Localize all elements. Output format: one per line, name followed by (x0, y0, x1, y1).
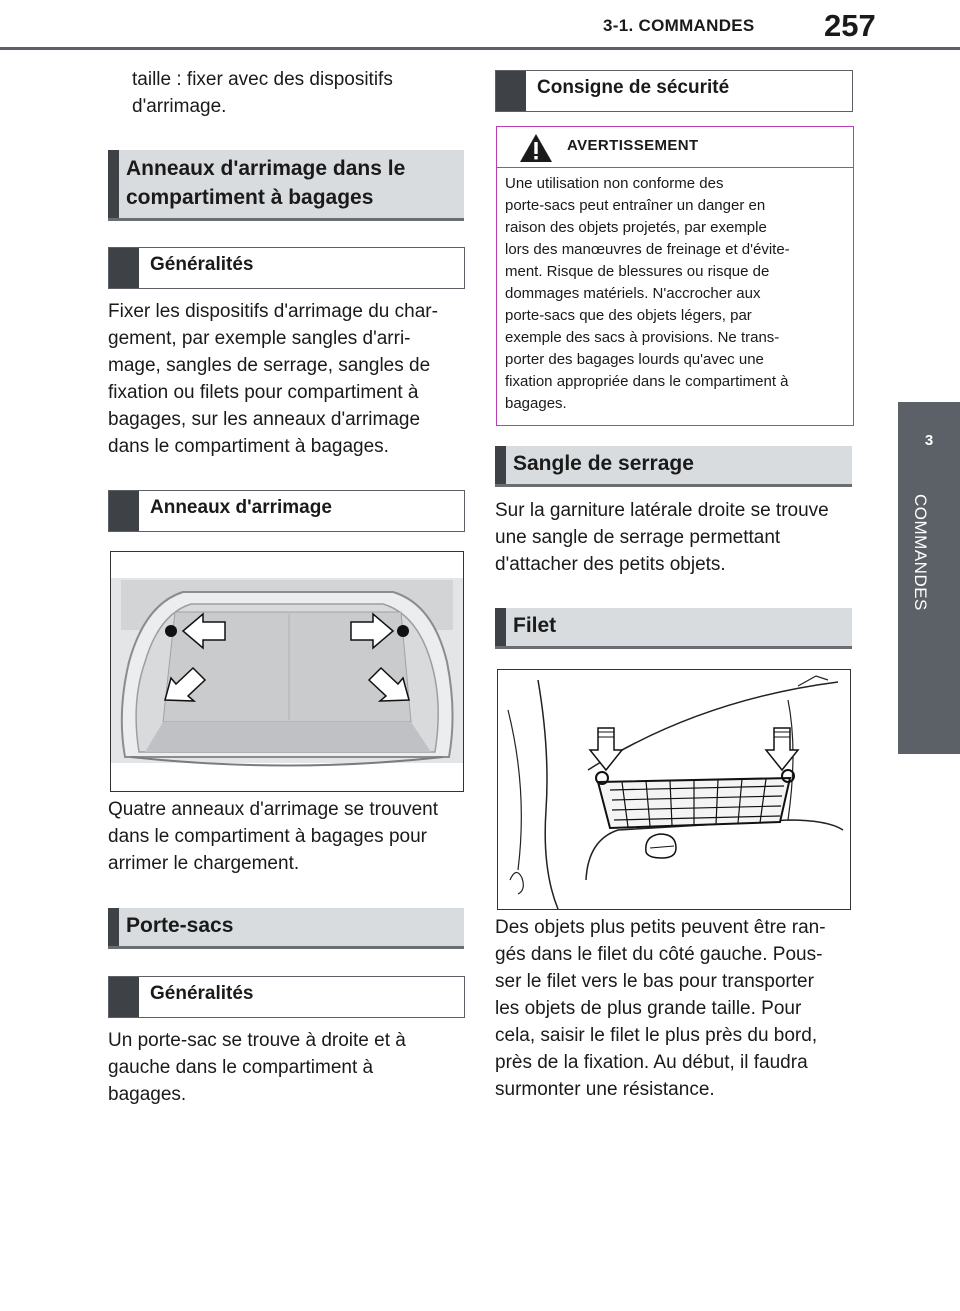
heading-filet: Filet (495, 608, 852, 649)
chapter-title: COMMANDES (911, 494, 930, 611)
heading-porte-sacs: Porte-sacs (108, 908, 464, 949)
paragraph-filet: Des objets plus petits peuvent être ran- gés dans le filet du côté gauche. Pous- ser le filet vers le bas pour transporter les objets de plus grande taille. Pour cela, saisir le filet le plus près du bord, près de la fixation. Au début, il faudra surmonter une résistance. (495, 917, 826, 1100)
intro-paragraph: taille : fixer avec des dispositifs d'arrimage. (132, 69, 393, 117)
paragraph-quatre-anneaux: Quatre anneaux d'arrimage se trouvent dans le compartiment à bagages pour arrimer le chargement. (108, 799, 438, 874)
paragraph-sangle: Sur la garniture latérale droite se trouve une sangle de serrage permettant d'attacher des petits objets. (495, 500, 829, 575)
warning-triangle-icon (519, 133, 553, 163)
warning-text: Une utilisation non conforme des porte-sacs peut entraîner un danger en raison des objets projetés, par exemple lors des manœuvres de freinage et d'évite- ment. Risque de blessures ou risque de dommages matériels. N'accrocher aux porte-sacs que des objets légers, par exemple des sacs à provisions. Ne trans- porter des bagages lourds qu'avec une fixation appropriée dans le compartiment à bagages. (505, 175, 790, 412)
heading-sangle-serrage: Sangle de serrage (495, 446, 852, 487)
subheading-anneaux-arrimage: Anneaux d'arrimage (108, 490, 465, 532)
paragraph-porte-sac: Un porte-sac se trouve à droite et à gauche dans le compartiment à bagages. (108, 1030, 406, 1105)
subheading-generalites-2: Généralités (108, 976, 465, 1018)
chapter-number: 3 (924, 432, 934, 449)
header-rule (0, 47, 960, 50)
warning-title: AVERTISSEMENT (567, 137, 699, 154)
page-number: 257 (824, 8, 876, 43)
trunk-anchor-illustration (110, 551, 464, 792)
header-section-title: 3-1. COMMANDES (603, 16, 755, 35)
chapter-tab (898, 402, 960, 754)
subheading-generalites-1: Généralités (108, 247, 465, 289)
paragraph-dispositifs-arrimage: Fixer les dispositifs d'arrimage du char- gement, par exemple sangles d'arri- mage, sangles de serrage, sangles de fixation ou filets pour compartiment à bagages, sur les anneaux d'arrimage dans le compartiment à bagages. (108, 301, 438, 457)
warning-box (496, 126, 854, 426)
heading-anneaux-compartiment: Anneaux d'arrimage dans le compartiment à bagages (108, 150, 464, 221)
net-illustration (497, 669, 851, 910)
heading-consigne-securite: Consigne de sécurité (495, 70, 853, 112)
